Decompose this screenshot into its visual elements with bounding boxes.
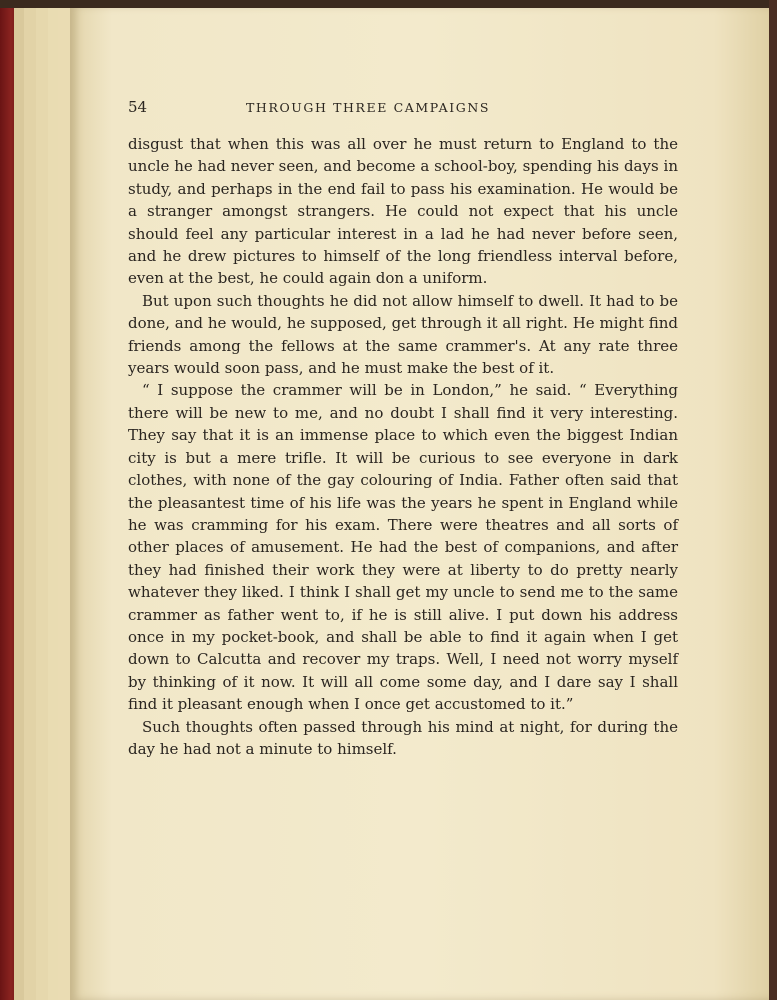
paragraph: disgust that when this was all over he must return to England to the uncle he had never seen, and become a school-boy, spending his days in study, and perhaps in the end fail to pass his examination. He would be a stranger amongst strangers. He could not expect that his uncle should feel any particular interest in a lad he had never before seen, and he drew pictures to himself of the long friendless interval before, even at the best, he could again don a uniform. (128, 135, 678, 288)
paragraph: Such thoughts often passed through his mind at night, for during the day he had not a minute to himself. (128, 717, 678, 758)
page-header (128, 98, 556, 118)
paragraph: But upon such thoughts he did not allow himself to dwell. It had to be done, and he would, he supposed, get through it all right. He might find friends among the fellows at the same crammer's. At any rate three years would soon pass, and he must make the best of it. (128, 291, 678, 378)
scan-right-border (769, 0, 777, 1000)
page-body (128, 133, 678, 760)
scan-top-border (0, 0, 777, 8)
page-number: 54 (128, 98, 148, 116)
paragraph: “ I suppose the crammer will be in London,” he said. “ Everything there will be new to me, and no doubt I shall find it very interesting. They say that it is an immense place to which even the biggest Indian city is but a mere trifle. It will be curious to see everyone in dark clothes, with none of the gay colouring of India. Father often said that the pleasantest time of his life was the years he spent in England while he was cramming for his exam. There were theatres and all sorts of other places of amusement. He had the best of companions, and after they had finished their work they were at liberty to do pretty nearly whatever they liked. I think I shall get my uncle to send me to the same crammer as father went to, if he is still alive. I put down his address once in my pocket-book, and shall be able to find it again when I get down to Calcutta and recover my traps. Well, I need not worry myself by thinking of it now. It will all come some day, and I dare say I shall find it pleasant enough when I once get accustomed to it.” (128, 381, 678, 714)
running-head: THROUGH THREE CAMPAIGNS (246, 100, 491, 115)
